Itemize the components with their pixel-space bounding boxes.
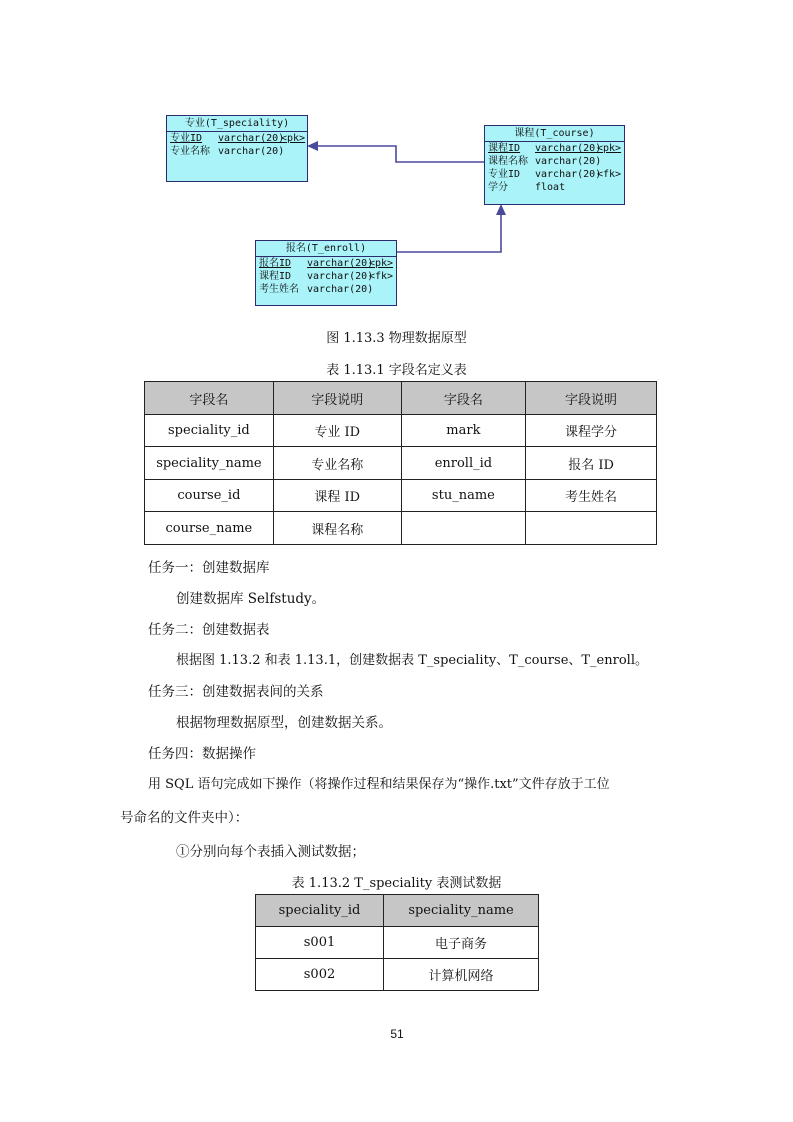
table-row [145,415,657,447]
entity-title: 课程(T_course) [485,126,624,142]
arrowhead-course [496,204,506,215]
task4-heading: 任务四：数据操作 [148,746,256,762]
column-name: 报名ID [259,258,292,269]
column-name: 课程ID [259,271,292,282]
table-cell: s001 [256,927,384,959]
table-cell: 课程名称 [273,512,401,545]
table-header-row [256,895,539,927]
figure-caption: 图 1.13.3 物理数据原型 [326,331,467,346]
header-cell: speciality_id [256,895,384,927]
entity-row [167,145,307,158]
entity-speciality [166,115,308,182]
entity-row [167,132,307,145]
table-row [145,447,657,480]
entity-row [485,142,624,155]
table-cell: 报名 ID [526,447,657,480]
entity-row [256,270,396,283]
fk-connector-course-speciality [316,146,484,162]
column-name: 专业ID [170,133,203,144]
table1-caption: 表 1.13.1 字段名定义表 [326,363,467,378]
header-cell: 字段名 [145,382,274,415]
column-name: 课程ID [488,143,521,154]
table-row [256,927,539,959]
task1-heading: 任务一：创建数据库 [148,560,270,576]
header-cell: speciality_name [384,895,539,927]
entity-enroll [255,240,397,306]
column-type: varchar(20) [218,146,285,157]
column-type: varchar(20) [307,271,374,282]
entity-row [485,168,624,181]
speciality-test-data-table [255,894,539,991]
arrowhead-speciality [307,141,318,151]
field-definition-table [144,381,657,545]
task3-heading: 任务三：创建数据表间的关系 [148,684,324,700]
column-type: varchar(20) [307,284,374,295]
entity-course [484,125,625,205]
table-row [256,959,539,991]
table-cell: mark [401,415,525,447]
table-cell: speciality_id [145,415,274,447]
table-cell: s002 [256,959,384,991]
column-type: float [535,182,566,193]
table-cell: 考生姓名 [526,480,657,512]
column-name: 学分 [488,182,508,193]
table-cell [526,512,657,545]
column-key: <fk> [597,169,622,180]
column-type: varchar(20) [535,156,602,167]
fk-connector-enroll-course [395,215,501,252]
header-cell: 字段名 [401,382,525,415]
table-cell: stu_name [401,480,525,512]
column-name: 课程名称 [488,156,528,167]
table-row [145,512,657,545]
entity-row [485,181,624,194]
entity-title: 报名(T_enroll) [256,241,396,257]
column-type: varchar(20) [535,143,602,154]
step1-text: ①分别向每个表插入测试数据； [176,844,365,860]
table2-caption: 表 1.13.2 T_speciality 表测试数据 [291,876,502,891]
entity-row [256,257,396,270]
table-cell: 计算机网络 [384,959,539,991]
table-cell: 课程学分 [526,415,657,447]
task2-heading: 任务二：创建数据表 [148,622,270,638]
column-name: 考生姓名 [259,284,299,295]
page-number: 51 [390,1027,404,1041]
table-cell: speciality_name [145,447,274,480]
table-cell [401,512,525,545]
header-cell: 字段说明 [273,382,401,415]
table-cell: 课程 ID [273,480,401,512]
column-type: varchar(20) [307,258,374,269]
task4-text-line2: 号命名的文件夹中）： [120,810,249,826]
table-cell: 专业名称 [273,447,401,480]
column-key: <pk> [369,258,394,269]
header-cell: 字段说明 [526,382,657,415]
column-key: <pk> [597,143,622,154]
task2-text: 根据图 1.13.2 和表 1.13.1，创建数据表 T_speciality、T_course、T_enroll。 [176,653,648,668]
table-cell: 电子商务 [384,927,539,959]
column-key: <fk> [369,271,394,282]
task1-text: 创建数据库 Selfstudy。 [176,591,326,607]
table-cell: course_name [145,512,274,545]
table-row [145,480,657,512]
table-cell: 专业 ID [273,415,401,447]
entity-row [256,283,396,296]
table-header-row [145,382,657,415]
entity-title: 专业(T_speciality) [167,116,307,132]
column-name: 专业ID [488,169,521,180]
task4-text-line1: 用 SQL 语句完成如下操作（将操作过程和结果保存为“操作.txt”文件存放于工位 [148,777,610,792]
column-type: varchar(20) [535,169,602,180]
table-cell: course_id [145,480,274,512]
column-type: varchar(20) [218,133,285,144]
table-cell: enroll_id [401,447,525,480]
entity-row [485,155,624,168]
column-key: <pk> [281,133,306,144]
column-name: 专业名称 [170,146,210,157]
task3-text: 根据物理数据原型，创建数据关系。 [176,715,392,731]
